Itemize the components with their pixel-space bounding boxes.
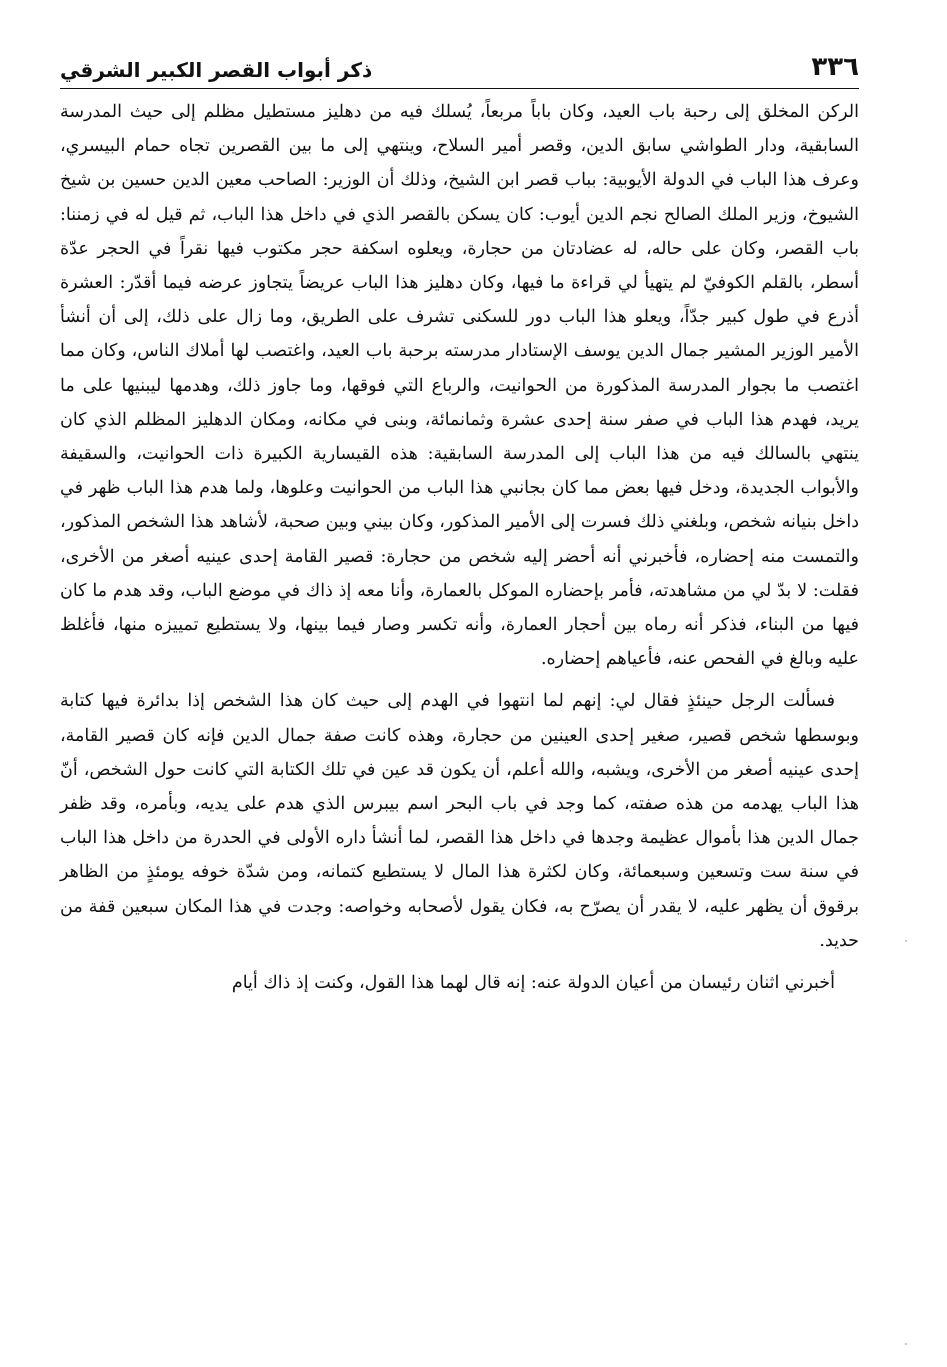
- header-rule: [60, 88, 859, 89]
- paragraph-2: فسألت الرجل حينئذٍ فقال لي: إنهم لما انتهوا في الهدم إلى حيث كان هذا الشخص إذا بدائرة فيها كتابة وبوسطها شخص قصير، صغير إحدى العينين من حجارة، وهذه كانت صفة جمال الدين فإنه كان قصير القامة، إحدى عينيه أصغر من الأخرى، ويشبه، والله أعلم، أن يكون قد عين في تلك الكتابة التي كانت حول الشخص، أنّ هذا الباب يهدمه من هذه صفته، كما وجد في باب البحر اسم بيبرس الذي هدم على يديه، وبأمره، وقد ظفر جمال الدين هذا بأموال عظيمة وجدها في داخل هذا القصر، لما أنشأ داره الأولى في الحدرة من داخل هذا الباب في سنة ست وتسعين وسبعمائة، وكان لكثرة هذا المال لا يستطيع كتمانه، ومن شدّة خوفه يومئذٍ من الظاهر برقوق أن يظهر عليه، لا يقدر أن يصرّح به، فكان يقول لأصحابه وخواصه: وجدت في هذا المكان سبعين قفة من حديد.: [60, 691, 859, 951]
- scan-speck: [905, 1343, 907, 1345]
- section-title: ذكر أبواب القصر الكبير الشرقي: [60, 58, 373, 82]
- paragraph-1: الركن المخلق إلى رحبة باب العيد، وكان باباً مربعاً، يُسلك فيه من دهليز مستطيل مظلم إلى حيث المدرسة السابقية، ودار الطواشي سابق الدين، وقصر أمير السلاح، وينتهي إلى ما بين القصرين تجاه حمام البيسري، وعرف هذا الباب في الدولة الأيوبية: بباب قصر ابن الشيخ، وذلك أن الوزير: الصاحب معين الدين حسين بن شيخ الشيوخ، وزير الملك الصالح نجم الدين أيوب: كان يسكن بالقصر الذي في داخل هذا الباب، ثم قيل له في زمننا: باب القصر، وكان على حاله، له عضادتان من حجارة، ويعلوه اسكفة حجر مكتوب فيها نقراً في الحجر عدّة أسطر، بالقلم الكوفيّ لم يتهيأ لي قراءة ما فيها، وكان دهليز هذا الباب عريضاً يتجاوز عرضه فيما أقدّر: العشرة أذرع في طول كبير جدّاً، ويعلو هذا الباب دور للسكنى تشرف على الطريق، وما زال على ذلك، إلى أن أنشأ الأمير الوزير المشير جمال الدين يوسف الإستادار مدرسته برحبة باب العيد، واغتصب لها أملاك الناس، وكان مما اغتصب ما بجوار المدرسة المذكورة من الحوانيت، والرباع التي فوقها، وما جاوز ذلك، وهدمها ليبنيها على ما يريد، فهدم هذا الباب في صفر سنة إحدى عشرة وثمانمائة، وبنى في مكانه، ومكان الدهليز المظلم الذي كان ينتهي بالسالك فيه من هذا الباب إلى المدرسة السابقية: هذه القيسارية الكبيرة ذات الحوانيت، والسقيفة والأبواب الجديدة، ودخل فيها بعض مما كان بجانبي هذا الباب من الحوانيت وعلوها، ولما هدم هذا الباب ظهر في داخل بنيانه شخص، وبلغني ذلك فسرت إلى الأمير المذكور، وكان بيني وبين صحبة، لأشاهد هذا الشخص المذكور، والتمست منه إحضاره، فأخبرني أنه أحضر إليه شخص من حجارة: قصير القامة إحدى عينيه أصغر من الأخرى، فقلت: لا بدّ لي من مشاهدته، فأمر بإحضاره الموكل بالعمارة، وأنا معه إذ ذاك في موضع الباب، وقد هدم ما كان فيها من البناء، فذكر أنه رماه بين أحجار العمارة، وأنه تكسر وصار فيما بينها، ولا يستطيع تمييزه منها، فأغلظ عليه وبالغ في الفحص عنه، فأعياهم إحضاره.: [60, 102, 859, 670]
- body-text: [60, 95, 859, 1000]
- paragraph-3: أخبرني اثنان رئيسان من أعيان الدولة عنه: إنه قال لهما هذا القول، وكنت إذ ذاك أيام: [231, 973, 835, 994]
- running-head: [60, 38, 859, 82]
- page-number: ٣٣٦: [811, 52, 859, 82]
- scan-speck: [905, 940, 907, 942]
